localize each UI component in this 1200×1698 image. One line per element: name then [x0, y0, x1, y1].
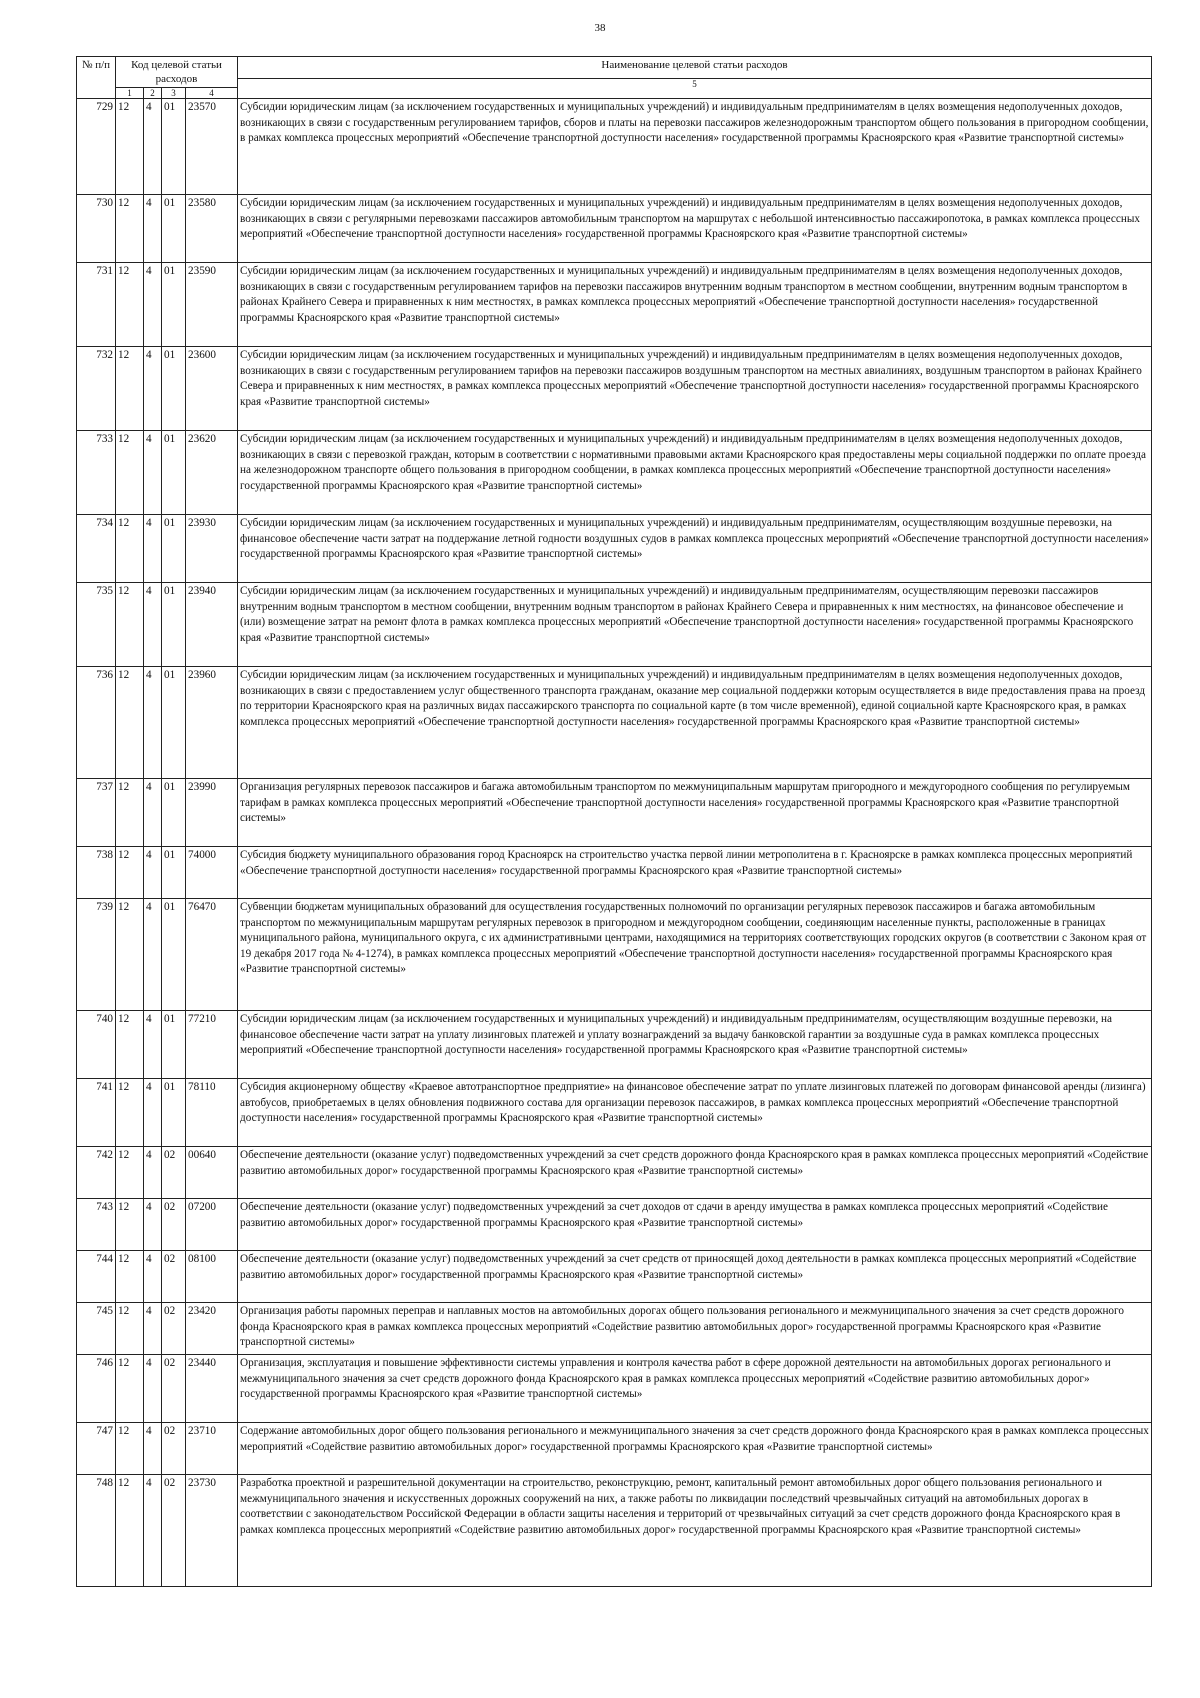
table-row — [77, 1147, 1152, 1199]
code-direction: 78110 — [186, 1079, 238, 1147]
code-direction: 23440 — [186, 1355, 238, 1423]
row-name: Субсидии юридическим лицам (за исключением государственных и муниципальных учреждений) и индивидуальным предпринимателям в целях возмещения недополученных доходов, возникающих в связи с государственным регулированием тарифов, сборов и платы на перевозки пассажиров железнодорожным транспортом общего пользования в пригородном сообщении, в рамках комплекса процессных мероприятий «Обеспечение транспортной доступности населения» государственной программы Красноярского края «Развитие транспортной системы» — [238, 99, 1152, 195]
row-number: 739 — [77, 899, 116, 1011]
header-index: 1 — [116, 88, 144, 99]
table-row — [77, 667, 1152, 779]
code-subprogram: 01 — [162, 1011, 186, 1079]
page-number: 38 — [594, 22, 606, 34]
code-subprogram: 02 — [162, 1355, 186, 1423]
table-row — [77, 779, 1152, 847]
code-program: 4 — [144, 1251, 162, 1303]
row-name: Организация регулярных перевозок пассажиров и багажа автомобильным транспортом по межмуниципальным маршрутам пригородного и междугородного сообщения по регулируемым тарифам в рамках комплекса процессных мероприятий «Обеспечение транспортной доступности населения» государственной программы Красноярского края «Развитие транспортной системы» — [238, 779, 1152, 847]
row-number: 733 — [77, 431, 116, 515]
code-section: 12 — [116, 1475, 144, 1587]
code-subprogram: 02 — [162, 1303, 186, 1355]
row-number: 741 — [77, 1079, 116, 1147]
budget-table — [76, 56, 1152, 1587]
table-row — [77, 195, 1152, 263]
code-direction: 00640 — [186, 1147, 238, 1199]
table-row — [77, 431, 1152, 515]
row-number: 731 — [77, 263, 116, 347]
header-number: № п/п — [77, 57, 116, 99]
code-direction: 23590 — [186, 263, 238, 347]
code-section: 12 — [116, 779, 144, 847]
row-number: 744 — [77, 1251, 116, 1303]
code-section: 12 — [116, 1251, 144, 1303]
code-section: 12 — [116, 1355, 144, 1423]
table-row — [77, 583, 1152, 667]
table-row — [77, 1355, 1152, 1423]
header-index: 4 — [186, 88, 238, 99]
code-section: 12 — [116, 263, 144, 347]
code-direction: 23940 — [186, 583, 238, 667]
row-number: 748 — [77, 1475, 116, 1587]
code-program: 4 — [144, 515, 162, 583]
header-index: 5 — [238, 78, 1151, 89]
code-subprogram: 01 — [162, 1079, 186, 1147]
code-program: 4 — [144, 847, 162, 899]
code-direction: 23990 — [186, 779, 238, 847]
code-program: 4 — [144, 1199, 162, 1251]
table-row — [77, 1423, 1152, 1475]
row-number: 742 — [77, 1147, 116, 1199]
code-section: 12 — [116, 1079, 144, 1147]
row-number: 734 — [77, 515, 116, 583]
code-section: 12 — [116, 1199, 144, 1251]
code-subprogram: 02 — [162, 1475, 186, 1587]
row-name: Субсидия бюджету муниципального образования город Красноярск на строительство участка первой линии метрополитена в г. Красноярске в рамках комплекса процессных мероприятий «Обеспечение транспортной доступности населения» государственной программы Красноярского края «Развитие транспортной системы» — [238, 847, 1152, 899]
table-row — [77, 1475, 1152, 1587]
code-subprogram: 01 — [162, 431, 186, 515]
row-name: Разработка проектной и разрешительной документации на строительство, реконструкцию, ремонт, капитальный ремонт автомобильных дорог общего пользования регионального и межмуниципального значения и искусственных дорожных сооружений на них, а также работы по ликвидации последствий чрезвычайных ситуаций на автомобильных дорогах в соответствии с законодательством Российской Федерации в области защиты населения и территорий от чрезвычайных ситуаций за счет средств дорожного фонда Красноярского края в рамках комплекса процессных мероприятий «Содействие развитию автомобильных дорог» государственной программы Красноярского края «Развитие транспортной системы» — [238, 1475, 1152, 1587]
table-row — [77, 1199, 1152, 1251]
row-number: 730 — [77, 195, 116, 263]
row-number: 746 — [77, 1355, 116, 1423]
table-row — [77, 1303, 1152, 1355]
row-number: 732 — [77, 347, 116, 431]
table-row — [77, 847, 1152, 899]
row-number: 743 — [77, 1199, 116, 1251]
table-row — [77, 347, 1152, 431]
code-program: 4 — [144, 1355, 162, 1423]
code-direction: 07200 — [186, 1199, 238, 1251]
code-section: 12 — [116, 515, 144, 583]
code-direction: 74000 — [186, 847, 238, 899]
table-row — [77, 1079, 1152, 1147]
table-row — [77, 99, 1152, 195]
row-number: 745 — [77, 1303, 116, 1355]
code-section: 12 — [116, 1147, 144, 1199]
code-section: 12 — [116, 899, 144, 1011]
code-direction: 23930 — [186, 515, 238, 583]
row-number: 729 — [77, 99, 116, 195]
row-number: 735 — [77, 583, 116, 667]
code-program: 4 — [144, 195, 162, 263]
row-name: Обеспечение деятельности (оказание услуг) подведомственных учреждений за счет доходов от сдачи в аренду имущества в рамках комплекса процессных мероприятий «Содействие развитию автомобильных дорог» государственной программы Красноярского края «Развитие транспортной системы» — [238, 1199, 1152, 1251]
row-name: Субсидии юридическим лицам (за исключением государственных и муниципальных учреждений) и индивидуальным предпринимателям, осуществляющим воздушные перевозки, на финансовое обеспечение части затрат на поддержание летной годности воздушных судов в рамках комплекса процессных мероприятий «Обеспечение транспортной доступности населения» государственной программы Красноярского края «Развитие транспортной системы» — [238, 515, 1152, 583]
code-direction: 08100 — [186, 1251, 238, 1303]
code-subprogram: 01 — [162, 263, 186, 347]
row-name: Обеспечение деятельности (оказание услуг) подведомственных учреждений за счет средств дорожного фонда Красноярского края в рамках комплекса процессных мероприятий «Содействие развитию автомобильных дорог» государственной программы Красноярского края «Развитие транспортной системы» — [238, 1147, 1152, 1199]
row-name: Организация, эксплуатация и повышение эффективности системы управления и контроля качества работ в сфере дорожной деятельности на автомобильных дорогах регионального и межмуниципального значения за счет средств дорожного фонда Красноярского края в рамках комплекса процессных мероприятий «Содействие развитию автомобильных дорог» государственной программы Красноярского края «Развитие транспортной системы» — [238, 1355, 1152, 1423]
code-program: 4 — [144, 263, 162, 347]
code-program: 4 — [144, 667, 162, 779]
code-section: 12 — [116, 1011, 144, 1079]
code-subprogram: 01 — [162, 779, 186, 847]
row-name: Субсидии юридическим лицам (за исключением государственных и муниципальных учреждений) и индивидуальным предпринимателям в целях возмещения недополученных доходов, возникающих в связи с регулярными перевозками пассажиров автомобильным транспортом на маршрутах с небольшой интенсивностью пассажиропотока, в рамках комплекса процессных мероприятий «Обеспечение транспортной доступности населения» государственной программы Красноярского края «Развитие транспортной системы» — [238, 195, 1152, 263]
code-subprogram: 01 — [162, 195, 186, 263]
code-section: 12 — [116, 583, 144, 667]
row-number: 740 — [77, 1011, 116, 1079]
row-number: 738 — [77, 847, 116, 899]
code-program: 4 — [144, 347, 162, 431]
table-row — [77, 1011, 1152, 1079]
table-row — [77, 899, 1152, 1011]
row-number: 747 — [77, 1423, 116, 1475]
table-row — [77, 1251, 1152, 1303]
code-section: 12 — [116, 195, 144, 263]
code-subprogram: 01 — [162, 347, 186, 431]
row-name: Субсидия акционерному обществу «Краевое автотранспортное предприятие» на финансовое обеспечение затрат по уплате лизинговых платежей по договорам финансовой аренды (лизинга) автобусов, приобретаемых в целях обновления подвижного состава для организации перевозок пассажиров, в рамках комплекса процессных мероприятий «Обеспечение транспортной доступности населения» государственной программы Красноярского края «Развитие транспортной системы» — [238, 1079, 1152, 1147]
code-section: 12 — [116, 99, 144, 195]
code-subprogram: 01 — [162, 583, 186, 667]
code-section: 12 — [116, 1303, 144, 1355]
code-program: 4 — [144, 431, 162, 515]
code-section: 12 — [116, 347, 144, 431]
row-name: Организация работы паромных переправ и наплавных мостов на автомобильных дорогах общего пользования регионального и межмуниципального значения за счет средств дорожного фонда Красноярского края в рамках комплекса процессных мероприятий «Содействие развитию автомобильных дорог» государственной программы Красноярского края «Развитие транспортной системы» — [238, 1303, 1152, 1355]
code-direction: 23570 — [186, 99, 238, 195]
header-name: Наименование целевой статьи расходов 5 — [238, 57, 1152, 99]
code-program: 4 — [144, 1147, 162, 1199]
code-program: 4 — [144, 1303, 162, 1355]
row-name: Субсидии юридическим лицам (за исключением государственных и муниципальных учреждений) и индивидуальным предпринимателям, осуществляющим перевозки пассажиров внутренним водным транспортом в местном сообщении, внутренним водным транспортом в районах Крайнего Севера и приравненных к ним местностях, на финансовое обеспечение и (или) возмещение затрат на ремонт флота в рамках комплекса процессных мероприятий «Обеспечение транспортной доступности населения» государственной программы Красноярского края «Развитие транспортной системы» — [238, 583, 1152, 667]
code-program: 4 — [144, 779, 162, 847]
code-program: 4 — [144, 1079, 162, 1147]
code-program: 4 — [144, 1423, 162, 1475]
row-name: Субсидии юридическим лицам (за исключением государственных и муниципальных учреждений) и индивидуальным предпринимателям в целях возмещения недополученных доходов, возникающих в связи с предоставлением услуг общественного транспорта гражданам, оказание мер социальной поддержки которым осуществляется в виде предоставления права на проезд по территории Красноярского края на различных видах пассажирского транспорта по социальной карте (в том числе временной), единой социальной карте Красноярского края, в рамках комплекса процессных мероприятий «Обеспечение транспортной доступности населения» государственной программы Красноярского края «Развитие транспортной системы» — [238, 667, 1152, 779]
code-subprogram: 02 — [162, 1423, 186, 1475]
code-subprogram: 01 — [162, 99, 186, 195]
table-row — [77, 263, 1152, 347]
code-direction: 23710 — [186, 1423, 238, 1475]
code-section: 12 — [116, 667, 144, 779]
header-index: 3 — [162, 88, 186, 99]
code-direction: 77210 — [186, 1011, 238, 1079]
code-section: 12 — [116, 431, 144, 515]
header-index: 2 — [144, 88, 162, 99]
row-name: Субвенции бюджетам муниципальных образований для осуществления государственных полномочий по организации регулярных перевозок пассажиров и багажа автомобильным транспортом по межмуниципальным маршрутам регулярных перевозок в пригородном и междугородном сообщении, соединяющим населенные пункты, расположенные в границах муниципального района, муниципального округа, с их административными центрами, находящимися на территориях соответствующих городских округов (в соответствии с Законом края от 19 декабря 2017 года № 4-1274), в рамках комплекса процессных мероприятий «Обеспечение транспортной доступности населения» государственной программы Красноярского края «Развитие транспортной системы» — [238, 899, 1152, 1011]
row-name: Субсидии юридическим лицам (за исключением государственных и муниципальных учреждений) и индивидуальным предпринимателям в целях возмещения недополученных доходов, возникающих в связи с государственным регулированием тарифов на перевозки пассажиров внутренним водным транспортом в местном сообщении, внутренним водным транспортом в районах Крайнего Севера и приравненных к ним местностях, в рамках комплекса процессных мероприятий «Обеспечение транспортной доступности населения» государственной программы Красноярского края «Развитие транспортной системы» — [238, 263, 1152, 347]
code-subprogram: 01 — [162, 515, 186, 583]
code-direction: 23620 — [186, 431, 238, 515]
code-direction: 23580 — [186, 195, 238, 263]
code-direction: 23600 — [186, 347, 238, 431]
row-name: Обеспечение деятельности (оказание услуг) подведомственных учреждений за счет средств от приносящей доход деятельности в рамках комплекса процессных мероприятий «Содействие развитию автомобильных дорог» государственной программы Красноярского края «Развитие транспортной системы» — [238, 1251, 1152, 1303]
code-subprogram: 02 — [162, 1251, 186, 1303]
row-name: Субсидии юридическим лицам (за исключением государственных и муниципальных учреждений) и индивидуальным предпринимателям в целях возмещения недополученных доходов, возникающих в связи с перевозкой граждан, которым в соответствии с нормативными правовыми актами Красноярского края предоставлены меры социальной поддержки по оплате проезда на железнодорожном транспорте общего пользования в пригородном сообщении, в рамках комплекса процессных мероприятий «Обеспечение транспортной доступности населения» государственной программы Красноярского края «Развитие транспортной системы» — [238, 431, 1152, 515]
row-name: Содержание автомобильных дорог общего пользования регионального и межмуниципального значения за счет средств дорожного фонда Красноярского края в рамках комплекса процессных мероприятий «Содействие развитию автомобильных дорог» государственной программы Красноярского края «Развитие транспортной системы» — [238, 1423, 1152, 1475]
code-program: 4 — [144, 899, 162, 1011]
code-subprogram: 01 — [162, 847, 186, 899]
code-program: 4 — [144, 99, 162, 195]
row-name: Субсидии юридическим лицам (за исключением государственных и муниципальных учреждений) и индивидуальным предпринимателям в целях возмещения недополученных доходов, возникающих в связи с государственным регулированием тарифов на перевозки пассажиров воздушным транспортом на местных авиалиниях, воздушным транспортом в районах Крайнего Севера и приравненных к ним местностях, в рамках комплекса процессных мероприятий «Обеспечение транспортной доступности населения» государственной программы Красноярского края «Развитие транспортной системы» — [238, 347, 1152, 431]
code-program: 4 — [144, 583, 162, 667]
code-subprogram: 01 — [162, 667, 186, 779]
header-code: Код целевой статьи расходов — [116, 57, 238, 88]
code-direction: 23730 — [186, 1475, 238, 1587]
code-direction: 23960 — [186, 667, 238, 779]
code-direction: 23420 — [186, 1303, 238, 1355]
code-subprogram: 02 — [162, 1147, 186, 1199]
code-section: 12 — [116, 847, 144, 899]
row-name: Субсидии юридическим лицам (за исключением государственных и муниципальных учреждений) и индивидуальным предпринимателям, осуществляющим воздушные перевозки, на финансовое обеспечение части затрат на уплату лизинговых платежей и уплату вознаграждений за выдачу банковской гарантии за воздушные суда в рамках комплекса процессных мероприятий «Обеспечение транспортной доступности населения» государственной программы Красноярского края «Развитие транспортной системы» — [238, 1011, 1152, 1079]
code-section: 12 — [116, 1423, 144, 1475]
code-subprogram: 01 — [162, 899, 186, 1011]
code-program: 4 — [144, 1011, 162, 1079]
code-direction: 76470 — [186, 899, 238, 1011]
row-number: 737 — [77, 779, 116, 847]
table-row — [77, 515, 1152, 583]
row-number: 736 — [77, 667, 116, 779]
code-subprogram: 02 — [162, 1199, 186, 1251]
code-program: 4 — [144, 1475, 162, 1587]
